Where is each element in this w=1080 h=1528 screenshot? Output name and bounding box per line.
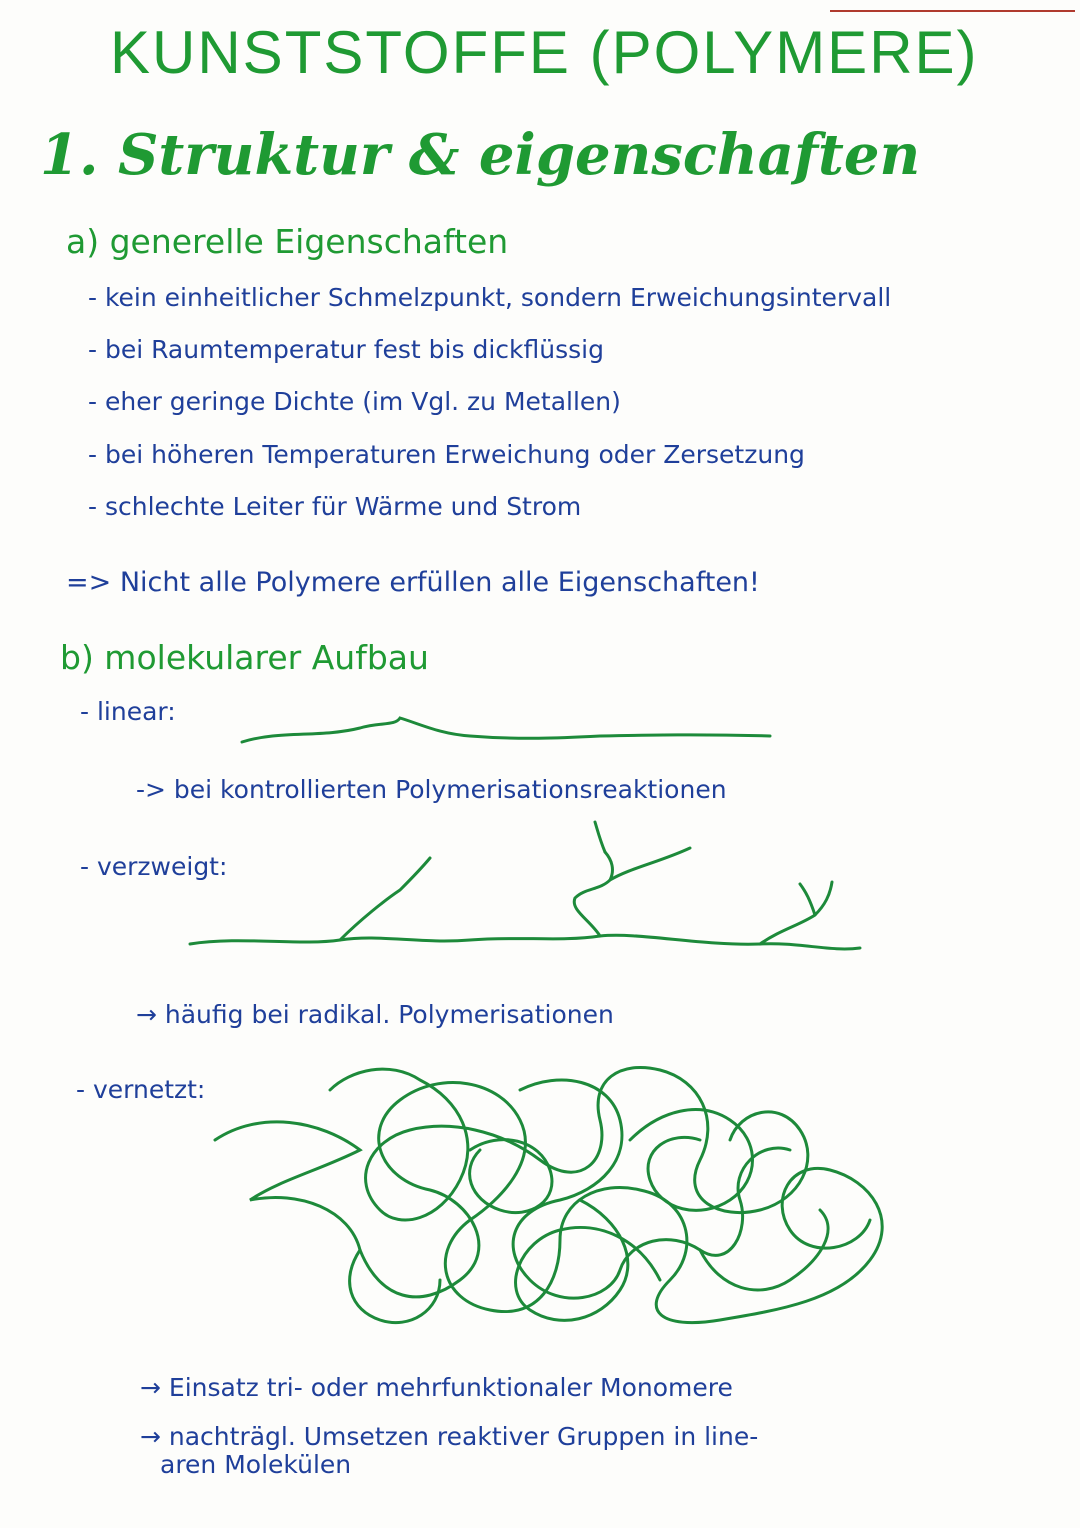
note-crosslinked-3: aren Molekülen	[160, 1450, 352, 1479]
list-item: - bei Raumtemperatur fest bis dickflüssig	[88, 335, 604, 364]
note-branched: → häufig bei radikal. Polymerisationen	[136, 1000, 614, 1029]
label-linear: - linear:	[80, 697, 176, 726]
page-title: KUNSTSTOFFE (POLYMERE)	[110, 19, 979, 86]
note-crosslinked-2: → nachträgl. Umsetzen reaktiver Gruppen in line-	[140, 1422, 759, 1451]
list-item: - eher geringe Dichte (im Vgl. zu Metallen)	[88, 387, 621, 416]
subheading-molecular-structure: b) molekularer Aufbau	[60, 638, 429, 677]
list-item: - kein einheitlicher Schmelzpunkt, sondern Erweichungsintervall	[88, 283, 892, 312]
linear-chain-drawing	[242, 718, 770, 742]
subheading-general-properties: a) generelle Eigenschaften	[66, 222, 509, 261]
label-branched: - verzweigt:	[80, 852, 228, 881]
crosslinked-network-drawing	[215, 1067, 882, 1322]
note-crosslinked-1: → Einsatz tri- oder mehrfunktionaler Monomere	[140, 1373, 733, 1402]
list-item: - schlechte Leiter für Wärme und Strom	[88, 492, 582, 521]
conclusion-note: => Nicht alle Polymere erfüllen alle Eigenschaften!	[66, 567, 760, 598]
list-item: - bei höheren Temperaturen Erweichung oder Zersetzung	[88, 440, 805, 469]
label-crosslinked: - vernetzt:	[76, 1075, 206, 1104]
branched-chain-drawing	[190, 822, 860, 949]
note-linear: -> bei kontrollierten Polymerisationsreaktionen	[136, 775, 727, 804]
section-heading-structure: 1. Struktur & eigenschaften	[40, 122, 921, 188]
